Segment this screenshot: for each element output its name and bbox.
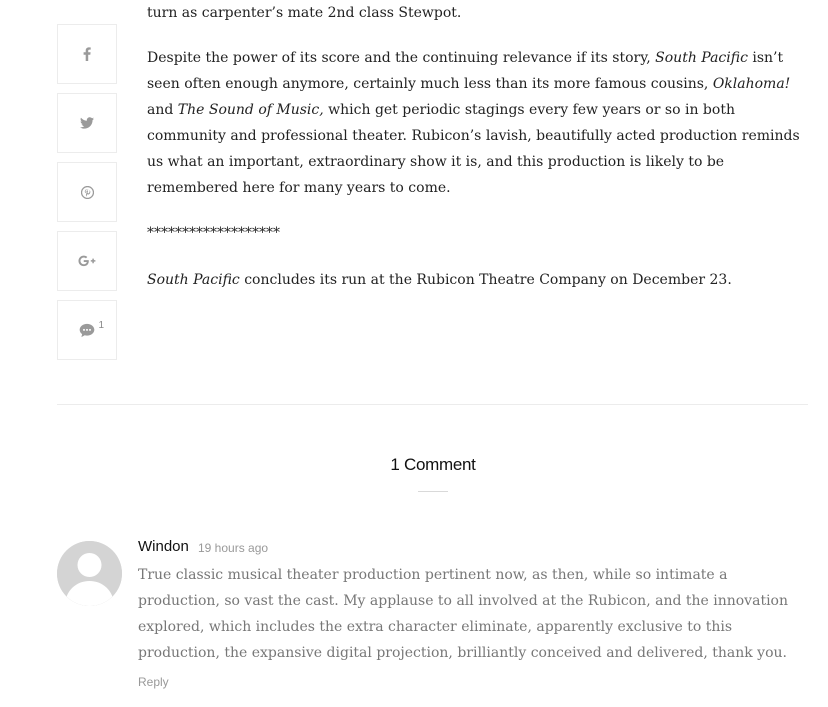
article-paragraph-closing: South Pacific concludes its run at the Rubicon Theatre Company on December 23. [147,272,732,288]
article-separator: ******************* [147,225,280,241]
share-facebook-button[interactable] [57,24,117,84]
twitter-icon [80,117,94,129]
avatar [57,541,122,606]
section-divider [57,404,808,405]
show-title: The Sound of Music, [177,102,324,118]
comment-author[interactable]: Windon [138,538,189,555]
comments-count-button[interactable] [57,300,117,360]
default-avatar-icon [57,541,122,606]
comments-title-underline [418,491,448,492]
comments-title: 1 Comment [390,455,476,474]
show-title: South Pacific [655,50,748,66]
share-twitter-button[interactable] [57,93,117,153]
facebook-icon [82,47,92,61]
share-google-plus-button[interactable] [57,231,117,291]
pinterest-icon [81,186,94,199]
comment-count: 1 [98,320,104,331]
share-pinterest-button[interactable] [57,162,117,222]
comment-timestamp: 19 hours ago [198,541,269,555]
google-plus-icon [78,255,96,267]
show-title: Oklahoma! [712,76,791,92]
show-title: South Pacific [147,272,240,288]
comment-text: True classic musical theater production pertinent now, as then, while so intimate a production, so vast the cast. My applause to all involved at the Rubicon, and the innovation explored, which includes the extra character eliminate, apparently exclusive to this production, the expansive digital projection, brilliantly conceived and delivered, thank you. [138,567,788,661]
comment-icon [79,323,95,338]
article-paragraph: Despite the power of its score and the continuing relevance if its story, South Pacific isn’t seen often enough anymore, certainly much less than its more famous cousins, Oklahoma! and The Sound of Music, which get periodic stagings every few years or so in both community and professional theater. Rubicon’s lavish, beautifully acted production reminds us what an important, extraordinary show it is, and this production is likely to be remembered here for many years to come. [147,50,800,196]
reply-link[interactable]: Reply [138,675,169,689]
article-line-fragment: turn as carpenter’s mate 2nd class Stewpot. [147,5,462,21]
